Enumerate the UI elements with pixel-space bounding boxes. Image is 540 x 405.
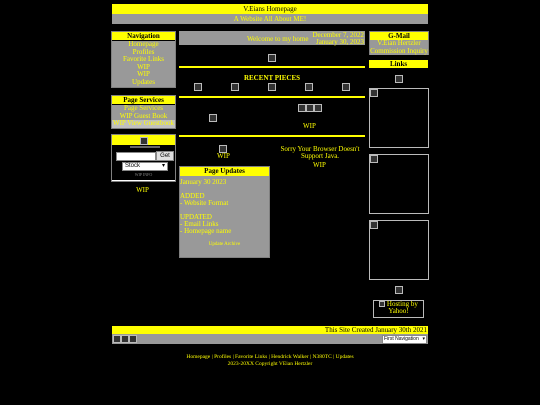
site-created-bar [112, 326, 428, 334]
site-title: V.Eians Homepage [243, 5, 297, 13]
gmail-item-commission[interactable]: Commission Inquiry [370, 46, 428, 55]
bottom-icon-2[interactable] [121, 335, 129, 343]
footer-link-homepage[interactable]: Homepage [186, 354, 211, 360]
nav-item-favorite-links[interactable]: Favorite Links [122, 55, 165, 64]
gmail-title: G-Mail [370, 32, 428, 40]
recent-piece-1[interactable] [194, 83, 202, 91]
center-wip-2: WIP [217, 152, 230, 160]
site-subtitle: A Website All About ME! [233, 15, 307, 23]
chevron-down-icon: ▾ [422, 336, 425, 342]
center-wip-3: WIP [313, 161, 326, 169]
widget-small-label [130, 146, 160, 148]
updates-date: January 30 2023 [180, 178, 227, 186]
updates-updated-item-1: - Email Links [180, 220, 219, 228]
center-image-4 [314, 104, 322, 112]
service-item-guest-book[interactable]: WIP Guest Book [119, 111, 168, 120]
yahoo-hosting-text: Hosting by Yahoo! [386, 300, 418, 315]
recent-piece-3[interactable] [268, 83, 276, 91]
center-image-1 [268, 54, 276, 62]
welcome-date-1: December 7, 2022 [312, 31, 364, 39]
footer-link-n380tc[interactable]: N380TC [312, 354, 332, 360]
first-navigation-value: First Navigation [384, 336, 419, 342]
widget-info-text[interactable]: WIP INFO [134, 172, 153, 177]
link-banner-1[interactable] [369, 88, 429, 148]
links-title: Links [369, 60, 428, 68]
center-image-5 [209, 114, 217, 122]
chevron-down-icon: ▾ [161, 163, 165, 169]
update-archive-link[interactable]: Update Archive [208, 242, 241, 247]
yahoo-hosting-badge[interactable] [373, 300, 424, 318]
page-updates-title: Page Updates [180, 167, 269, 176]
updates-added-item: - Website Format [180, 199, 229, 207]
navigation-title: Navigation [112, 32, 175, 40]
updates-updated-label: UPDATED [180, 213, 212, 221]
footer-link-updates[interactable]: Updates [335, 354, 354, 360]
navigation-list [112, 41, 175, 87]
widget-get-button[interactable]: Get [156, 151, 174, 161]
quote-widget [111, 134, 176, 182]
center-wip-1: WIP [303, 122, 316, 130]
welcome-bar [179, 31, 365, 45]
gmail-panel [369, 31, 429, 55]
gmail-item-veian[interactable]: V.Eian Hertzler [377, 39, 421, 47]
left-wip-label: WIP [136, 186, 149, 194]
service-item-view-guestbook[interactable]: WIP View Guestbook [112, 119, 175, 128]
service-item-page-services[interactable]: Page Services [123, 104, 164, 112]
recent-piece-2[interactable] [231, 83, 239, 91]
bottom-gray-bar [112, 334, 428, 344]
recent-pieces-title: RECENT PIECES [243, 74, 301, 82]
nav-item-homepage[interactable]: Homepage [128, 40, 159, 48]
widget-input[interactable] [116, 152, 156, 161]
widget-select[interactable] [122, 162, 168, 171]
broken-image-icon [370, 221, 378, 229]
bottom-icon-3[interactable] [129, 335, 137, 343]
widget-body [112, 145, 175, 180]
welcome-text: Welcome to my home [247, 35, 309, 43]
broken-image-icon [370, 155, 378, 163]
site-created-text: This Site Created January 30th 2021 [324, 326, 427, 334]
links-image-top[interactable] [395, 75, 403, 83]
link-banner-3[interactable] [369, 220, 429, 280]
divider-2 [179, 96, 365, 98]
footer-link-favorite-links[interactable]: Favorite Links [235, 354, 268, 360]
divider-1 [179, 66, 365, 68]
page-updates-panel [179, 166, 270, 258]
nav-item-updates[interactable]: Updates [132, 77, 155, 86]
java-message: Sorry Your Browser Doesn't Support Java. [280, 145, 360, 160]
nav-item-wip-2[interactable]: WIP [137, 70, 150, 79]
nav-item-wip-1[interactable]: WIP [137, 62, 150, 71]
broken-image-icon [370, 89, 378, 97]
page-services-title: Page Services [112, 96, 175, 104]
yahoo-icon [379, 301, 385, 307]
welcome-date-2: January 30, 2023 [315, 38, 364, 46]
updates-added-label: ADDED [180, 192, 205, 200]
footer-link-profiles[interactable]: Profiles [214, 354, 232, 360]
page-services-list [112, 105, 175, 128]
recent-piece-5[interactable] [342, 83, 350, 91]
bottom-icon-1[interactable] [113, 335, 121, 343]
widget-select-value: Stock [125, 163, 141, 169]
nav-item-profiles[interactable]: Profiles [132, 47, 155, 56]
updates-updated-item-2: - Homepage name [180, 227, 232, 235]
footer-copyright: 2023-20XX Copyright VEian Hertzler [227, 361, 313, 367]
navigation-panel [111, 31, 176, 88]
gmail-list [370, 40, 428, 55]
recent-piece-4[interactable] [305, 83, 313, 91]
links-image-bottom[interactable] [395, 286, 403, 294]
center-image-3 [306, 104, 314, 112]
widget-logo-icon [140, 137, 148, 145]
center-image-2 [298, 104, 306, 112]
site-title-bar [112, 4, 428, 14]
page-services-panel [111, 95, 176, 129]
first-navigation-select[interactable] [382, 335, 427, 344]
divider-3 [179, 135, 365, 137]
footer-links: Homepage | Profiles | Favorite Links | Hendrick Walker | N380TC | Updates [186, 354, 354, 360]
footer-link-hendrick-walker[interactable]: Hendrick Walker [271, 354, 309, 360]
link-banner-2[interactable] [369, 154, 429, 214]
site-subtitle-bar [112, 14, 428, 24]
widget-logo-bar [112, 135, 175, 145]
